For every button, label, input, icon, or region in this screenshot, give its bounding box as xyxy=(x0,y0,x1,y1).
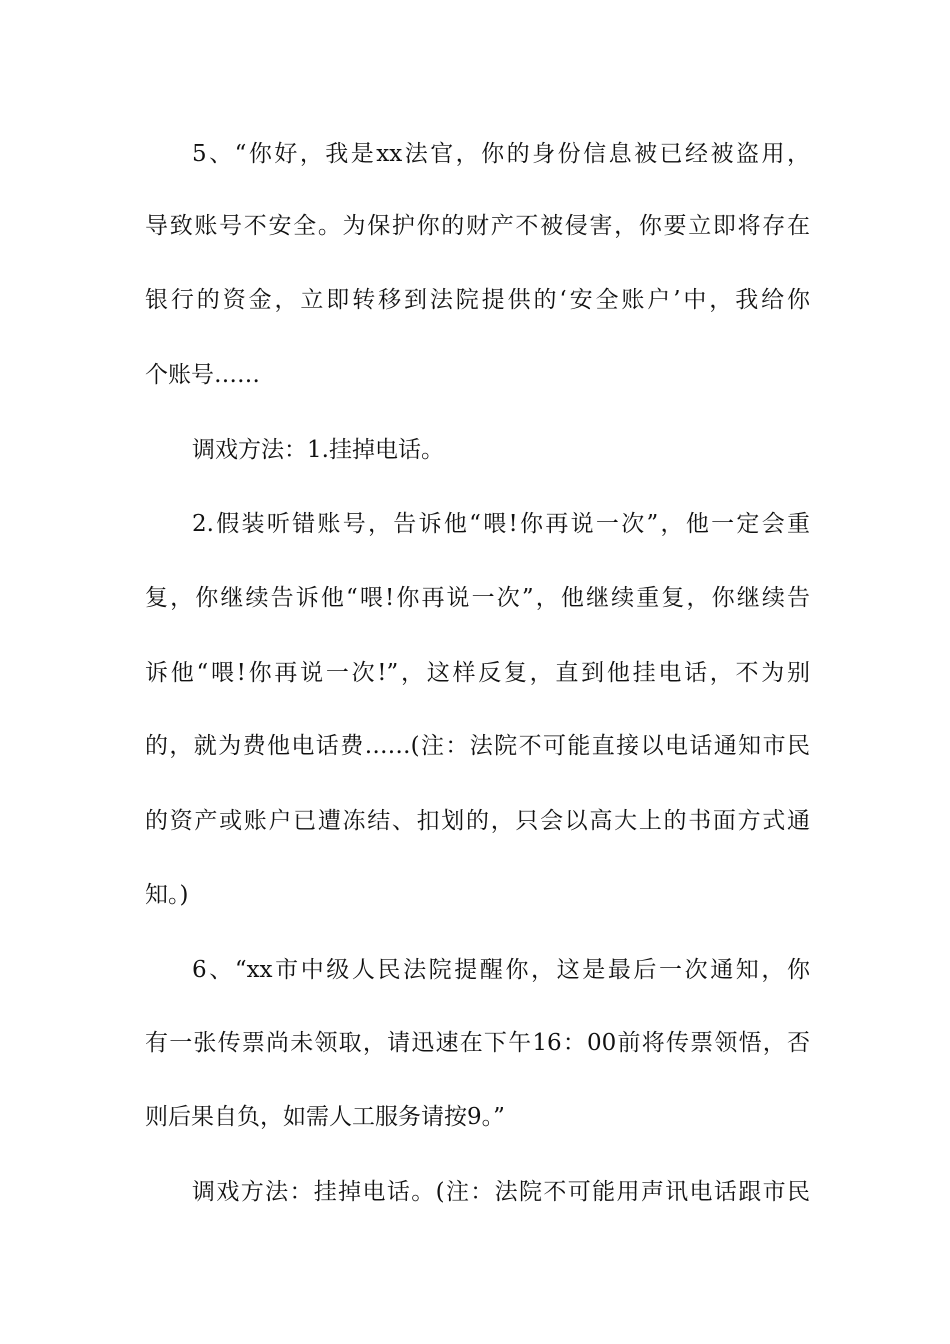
paragraph-6-line-3: 则后果自负，如需人工服务请按9。” xyxy=(145,1104,505,1130)
method-line-1: 调戏方法：1.挂掉电话。 xyxy=(192,437,444,463)
method-2-line-4: 的，就为费他电话费……(注：法院不可能直接以电话通知市民 xyxy=(145,733,810,759)
paragraph-5-line-3: 银行的资金，立即转移到法院提供的‘安全账户’中，我给你 xyxy=(145,287,810,313)
paragraph-5-line-4: 个账号…… xyxy=(145,362,260,388)
method-2-line-5: 的资产或账户已遭冻结、扣划的，只会以高大上的书面方式通 xyxy=(145,808,810,834)
method-2-line-1: 2.假装听错账号，告诉他“喂!你再说一次”，他一定会重 xyxy=(192,511,810,537)
method-2-line-6: 知。) xyxy=(145,882,189,908)
method-2-line-2: 复，你继续告诉他“喂!你再说一次”，他继续重复，你继续告 xyxy=(145,585,810,611)
paragraph-6-line-1: 6、“xx市中级人民法院提醒你，这是最后一次通知，你 xyxy=(192,957,810,983)
method-2-line-3: 诉他“喂!你再说一次!”，这样反复，直到他挂电话，不为别 xyxy=(145,660,810,686)
paragraph-5-line-1: 5、“你好，我是xx法官，你的身份信息被已经被盗用， xyxy=(192,141,810,167)
paragraph-6-line-2: 有一张传票尚未领取，请迅速在下午16：00前将传票领悟，否 xyxy=(145,1030,810,1056)
method-6-line-1: 调戏方法：挂掉电话。(注：法院不可能用声讯电话跟市民 xyxy=(192,1179,810,1205)
paragraph-5-line-2: 导致账号不安全。为保护你的财产不被侵害，你要立即将存在 xyxy=(145,213,810,239)
